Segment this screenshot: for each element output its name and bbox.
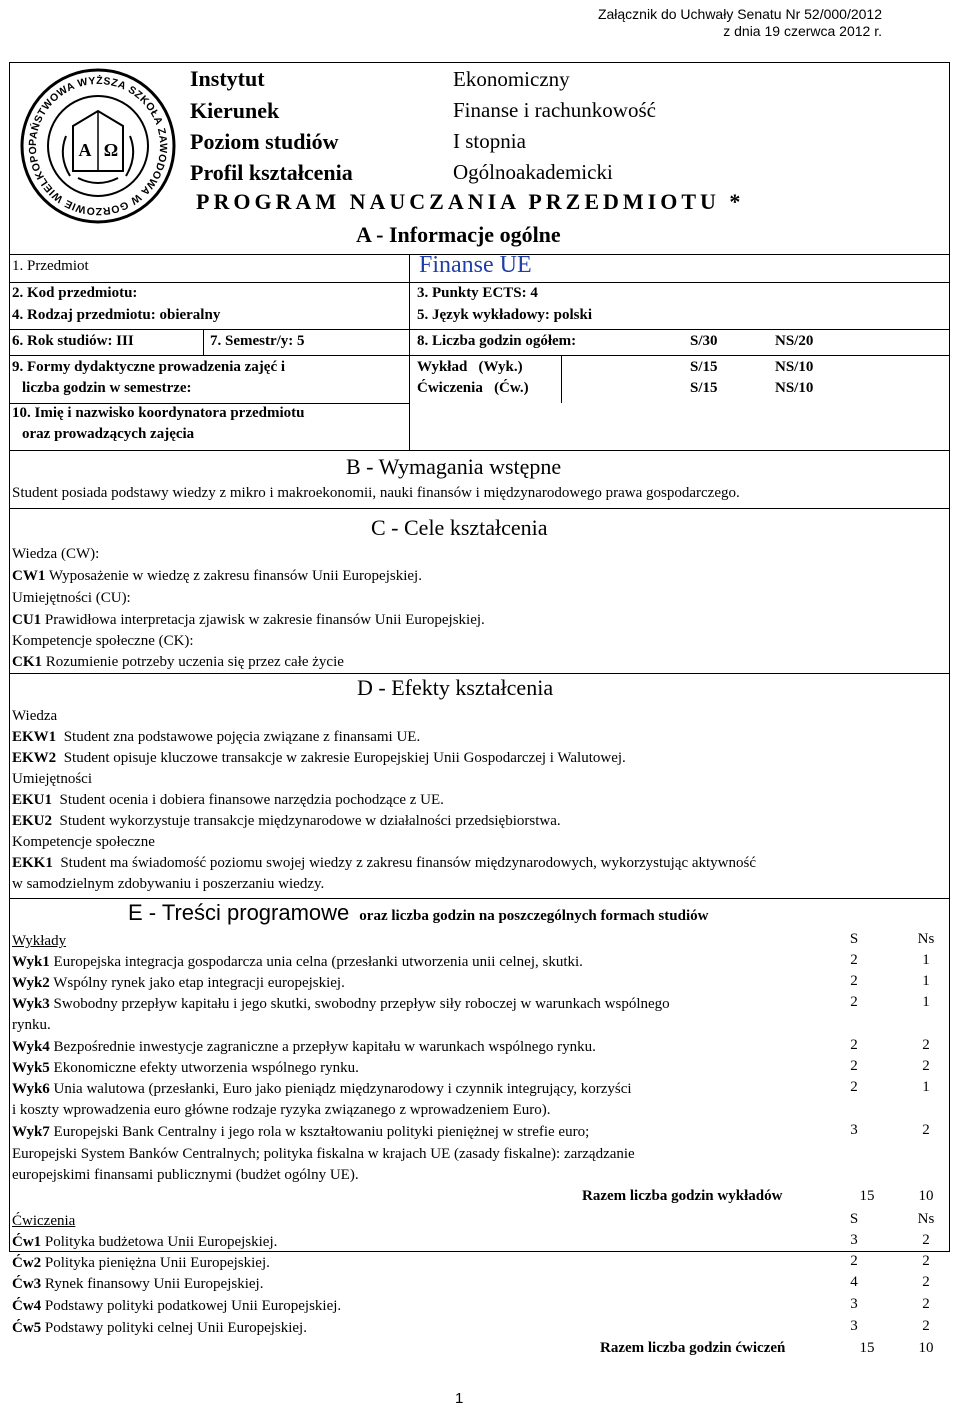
wyklad-ns: NS/10 bbox=[775, 359, 814, 375]
svg-text:Ω: Ω bbox=[103, 140, 119, 160]
cele-umiejetnosci-heading: Umiejętności (CU): bbox=[12, 590, 131, 606]
eku2-code: EKU2 bbox=[12, 813, 53, 829]
svg-text:A: A bbox=[78, 140, 92, 160]
wyk1-code: Wyk1 bbox=[12, 954, 50, 970]
cwiczenia-heading-text: Ćwiczenia bbox=[12, 1213, 76, 1229]
cw4-text: Podstawy polityki podatkowej Unii Europejskiej. bbox=[41, 1298, 342, 1314]
ekk1-text: Student ma świadomość poziomu swojej wiedzy z zakresu finansów międzynarodowych, wykorzystując aktywność bbox=[52, 855, 757, 871]
header-line-2: z dnia 19 czerwca 2012 r. bbox=[723, 23, 882, 39]
ekw1-code: EKW1 bbox=[12, 729, 57, 745]
program-title: PROGRAM NAUCZANIA PRZEDMIOTU * bbox=[196, 189, 745, 214]
section-a-text: A - Informacje ogólne bbox=[356, 222, 561, 247]
cwiczenia-total-s: 15 bbox=[859, 1340, 875, 1356]
cele-kompetencje-heading: Kompetencje społeczne (CK): bbox=[12, 633, 194, 649]
section-c-title: C - Cele kształcenia bbox=[371, 515, 548, 540]
wyk7-code: Wyk7 bbox=[12, 1124, 50, 1140]
svg-text:PAŃSTWOWA WYŻSZA SZKOŁA ZAWODO: PAŃSTWOWA WYŻSZA SZKOŁA ZAWODOWA W GORZOWIE WIELKOPO bbox=[26, 74, 170, 218]
wyklad-row bbox=[12, 1122, 589, 1143]
cwiczenie-row bbox=[12, 1232, 277, 1253]
wyklad-label: Wykład (Wyk.) bbox=[417, 359, 523, 375]
document-header bbox=[598, 6, 882, 40]
cw2-text: Polityka pieniężna Unii Europejskiej. bbox=[41, 1255, 270, 1271]
info-value-profil: Ogólnoakademicki bbox=[453, 160, 613, 184]
cu1-code: CU1 bbox=[12, 612, 42, 628]
wyk5-text: Ekonomiczne efekty utworzenia wspólnego rynku. bbox=[49, 1060, 359, 1076]
section-d-title: D - Efekty kształcenia bbox=[357, 675, 554, 700]
wyk3-code: Wyk3 bbox=[12, 996, 50, 1012]
cw2-code: Ćw2 bbox=[12, 1255, 42, 1271]
rok-studiow: 6. Rok studiów: III bbox=[12, 333, 134, 349]
wyklady-col-s: S bbox=[849, 931, 859, 947]
ekw2-text: Student opisuje kluczowe transakcje w zakresie Europejskiej Unii Gospodarczej i Walutowej. bbox=[56, 750, 626, 766]
section-e-small: oraz liczba godzin na poszczególnych formach studiów bbox=[359, 908, 709, 924]
wyk7-cont2: europejskimi finansami publicznymi (budżet ogólny UE). bbox=[12, 1167, 359, 1183]
logo-seal-icon bbox=[18, 66, 178, 226]
section-b-title: B - Wymagania wstępne bbox=[346, 454, 562, 479]
wyk1-text: Europejska integracja gospodarcza unia celna (przesłanki utworzenia unii celnej, skutki. bbox=[49, 954, 583, 970]
wyk4-text: Bezpośrednie inwestycje zagraniczne a przepływ kapitału w warunkach wspólnego rynku. bbox=[49, 1039, 596, 1055]
ekk1-code: EKK1 bbox=[12, 855, 53, 871]
przedmiot-value: Finanse UE bbox=[419, 252, 532, 278]
wyk5-code: Wyk5 bbox=[12, 1060, 50, 1076]
cw2-ns: 2 bbox=[922, 1253, 930, 1269]
cw1-text: Wyposażenie w wiedzę z zakresu finansów Unii Europejskiej. bbox=[45, 568, 422, 584]
cwiczenie-row bbox=[12, 1296, 341, 1317]
page-number: 1 bbox=[455, 1390, 464, 1407]
liczba-godzin-s: S/30 bbox=[690, 333, 718, 349]
wyk3-text: Swobodny przepływ kapitału i jego skutki, swobodny przepływ siły roboczej w warunkach wspólnego bbox=[49, 996, 670, 1012]
wyk2-text: Wspólny rynek jako etap integracji europejskiej. bbox=[49, 975, 345, 991]
cw3-ns: 2 bbox=[922, 1274, 930, 1290]
wyk3-s: 2 bbox=[850, 994, 858, 1010]
wyk6-ns: 1 bbox=[922, 1079, 930, 1095]
wyklady-total-s: 15 bbox=[859, 1188, 875, 1204]
wyk7-cont: Europejski System Banków Centralnych; polityka fiskalna w krajach UE (zasady fiskalne): zarządzanie bbox=[12, 1146, 635, 1162]
wyk2-code: Wyk2 bbox=[12, 975, 50, 991]
koordynator-label-2: oraz prowadzących zajęcia bbox=[22, 426, 195, 442]
wyklad-row bbox=[12, 973, 345, 994]
wyk5-ns: 2 bbox=[922, 1058, 930, 1074]
cw5-s: 3 bbox=[850, 1318, 858, 1334]
wyklady-heading bbox=[12, 931, 66, 952]
cw4-ns: 2 bbox=[922, 1296, 930, 1312]
wyk5-s: 2 bbox=[850, 1058, 858, 1074]
cwiczenia-ns: NS/10 bbox=[775, 380, 814, 396]
ekw2-code: EKW2 bbox=[12, 750, 57, 766]
eku1-text: Student ocenia i dobiera finansowe narzędzia pochodzące z UE. bbox=[52, 792, 444, 808]
cele-cw1 bbox=[12, 566, 422, 587]
cele-ck1 bbox=[12, 652, 344, 673]
efekty-eku1 bbox=[12, 790, 444, 811]
wyk4-code: Wyk4 bbox=[12, 1039, 50, 1055]
cwiczenie-row bbox=[12, 1274, 263, 1295]
wyklady-heading-text: Wykłady bbox=[12, 933, 67, 949]
efekty-umiejetnosci-heading: Umiejętności bbox=[12, 771, 92, 787]
ck1-text: Rozumienie potrzeby uczenia się przez całe życie bbox=[42, 654, 344, 670]
wyklady-col-ns: Ns bbox=[917, 931, 935, 947]
wyklad-row bbox=[12, 1058, 359, 1079]
wyklady-total-ns: 10 bbox=[918, 1188, 934, 1204]
cw3-code: Ćw3 bbox=[12, 1276, 42, 1292]
info-value-kierunek: Finanse i rachunkowość bbox=[453, 98, 656, 122]
efekty-wiedza-heading: Wiedza bbox=[12, 708, 58, 724]
kod-przedmiotu: 2. Kod przedmiotu: bbox=[12, 285, 138, 301]
efekty-ekw2 bbox=[12, 748, 626, 769]
cw1-text: Polityka budżetowa Unii Europejskiej. bbox=[41, 1234, 278, 1250]
cwiczenia-col-s: S bbox=[849, 1211, 859, 1227]
info-label-kierunek: Kierunek bbox=[190, 98, 280, 123]
wyk3-cont: rynku. bbox=[12, 1017, 51, 1033]
efekty-ekw1 bbox=[12, 727, 420, 748]
eku1-code: EKU1 bbox=[12, 792, 53, 808]
cw3-text: Rynek finansowy Unii Europejskiej. bbox=[41, 1276, 264, 1292]
cwiczenia-label: Ćwiczenia (Ćw.) bbox=[417, 380, 529, 396]
cw5-ns: 2 bbox=[922, 1318, 930, 1334]
cwiczenia-col-ns: Ns bbox=[917, 1211, 935, 1227]
wyk4-ns: 2 bbox=[922, 1037, 930, 1053]
info-value-instytut: Ekonomiczny bbox=[453, 67, 570, 91]
formy-label-1: 9. Formy dydaktyczne prowadzenia zajęć i bbox=[12, 359, 286, 375]
section-e-title bbox=[128, 900, 708, 926]
cwiczenia-total-label: Razem liczba godzin ćwiczeń bbox=[600, 1340, 786, 1356]
wyk2-ns: 1 bbox=[922, 973, 930, 989]
cwiczenie-row bbox=[12, 1318, 307, 1339]
cw3-s: 4 bbox=[850, 1274, 858, 1290]
wyk7-ns: 2 bbox=[922, 1122, 930, 1138]
wyk1-s: 2 bbox=[850, 952, 858, 968]
wyk6-cont: i koszty wprowadzenia euro główne rodzaje ryzyka związanego z wprowadzeniem Euro). bbox=[12, 1102, 551, 1118]
liczba-godzin-ns: NS/20 bbox=[775, 333, 814, 349]
cwiczenie-row bbox=[12, 1253, 270, 1274]
wyklad-row bbox=[12, 952, 583, 973]
koordynator-label-1: 10. Imię i nazwisko koordynatora przedmiotu bbox=[12, 405, 305, 421]
info-label-poziom: Poziom studiów bbox=[190, 129, 339, 154]
cw4-code: Ćw4 bbox=[12, 1298, 42, 1314]
wyk6-s: 2 bbox=[850, 1079, 858, 1095]
wyklad-row bbox=[12, 994, 670, 1015]
wyk7-text: Europejski Bank Centralny i jego rola w kształtowaniu polityki pieniężnej w strefie euro; bbox=[49, 1124, 590, 1140]
wyk7-s: 3 bbox=[850, 1122, 858, 1138]
wyklad-s: S/15 bbox=[690, 359, 718, 375]
cw1-s: 3 bbox=[850, 1232, 858, 1248]
cwiczenia-s: S/15 bbox=[690, 380, 718, 396]
cw1-code: CW1 bbox=[12, 568, 46, 584]
wyklad-row bbox=[12, 1079, 632, 1100]
section-e-big: E - Treści programowe bbox=[128, 900, 350, 925]
przedmiot-label: 1. Przedmiot bbox=[12, 258, 89, 274]
info-value-poziom: I stopnia bbox=[453, 129, 526, 153]
ck1-code: CK1 bbox=[12, 654, 42, 670]
wyklady-total-label: Razem liczba godzin wykładów bbox=[582, 1188, 783, 1204]
cw5-code: Ćw5 bbox=[12, 1320, 42, 1336]
cele-wiedza-heading: Wiedza (CW): bbox=[12, 546, 100, 562]
efekty-ekk1 bbox=[12, 853, 756, 874]
cw1-ns: 2 bbox=[922, 1232, 930, 1248]
liczba-godzin-label: 8. Liczba godzin ogółem: bbox=[417, 333, 577, 349]
wyklad-row bbox=[12, 1037, 596, 1058]
wyk2-s: 2 bbox=[850, 973, 858, 989]
formy-label-2: liczba godzin w semestrze: bbox=[22, 380, 192, 396]
wyk1-ns: 1 bbox=[922, 952, 930, 968]
cwiczenia-total-ns: 10 bbox=[918, 1340, 934, 1356]
ekw1-text: Student zna podstawowe pojęcia związane z finansami UE. bbox=[56, 729, 421, 745]
cwiczenia-heading bbox=[12, 1211, 75, 1232]
punkty-ects: 3. Punkty ECTS: 4 bbox=[417, 285, 538, 301]
cu1-text: Prawidłowa interpretacja zjawisk w zakresie finansów Unii Europejskiej. bbox=[41, 612, 485, 628]
info-label-instytut: Instytut bbox=[190, 66, 265, 91]
info-label-profil: Profil kształcenia bbox=[190, 160, 353, 185]
efekty-ekk1-cont: w samodzielnym zdobywaniu i poszerzaniu wiedzy. bbox=[12, 876, 325, 892]
efekty-kompetencje-heading: Kompetencje społeczne bbox=[12, 834, 155, 850]
cw5-text: Podstawy polityki celnej Unii Europejskiej. bbox=[41, 1320, 307, 1336]
cw1-code: Ćw1 bbox=[12, 1234, 42, 1250]
cw2-s: 2 bbox=[850, 1253, 858, 1269]
wyk4-s: 2 bbox=[850, 1037, 858, 1053]
wyk3-ns: 1 bbox=[922, 994, 930, 1010]
cw4-s: 3 bbox=[850, 1296, 858, 1312]
wyk6-code: Wyk6 bbox=[12, 1081, 50, 1097]
efekty-eku2 bbox=[12, 811, 561, 832]
rodzaj-przedmiotu: 4. Rodzaj przedmiotu: obieralny bbox=[12, 307, 221, 323]
eku2-text: Student wykorzystuje transakcje międzynarodowe w działalności przedsiębiorstwa. bbox=[52, 813, 561, 829]
wyk6-text: Unia walutowa (przesłanki, Euro jako pieniądz międzynarodowy i czynnik integrujący, korzyści bbox=[49, 1081, 632, 1097]
university-logo bbox=[18, 66, 178, 226]
header-line-1: Załącznik do Uchwały Senatu Nr 52/000/2012 bbox=[597, 6, 882, 22]
cele-cu1 bbox=[12, 610, 485, 631]
jezyk-wykladowy: 5. Język wykładowy: polski bbox=[417, 307, 593, 323]
wymagania-text: Student posiada podstawy wiedzy z mikro i makroekonomii, nauki finansów i międzynarodowego prawa gospodarczego. bbox=[12, 485, 740, 501]
semestr: 7. Semestr/y: 5 bbox=[210, 333, 305, 349]
